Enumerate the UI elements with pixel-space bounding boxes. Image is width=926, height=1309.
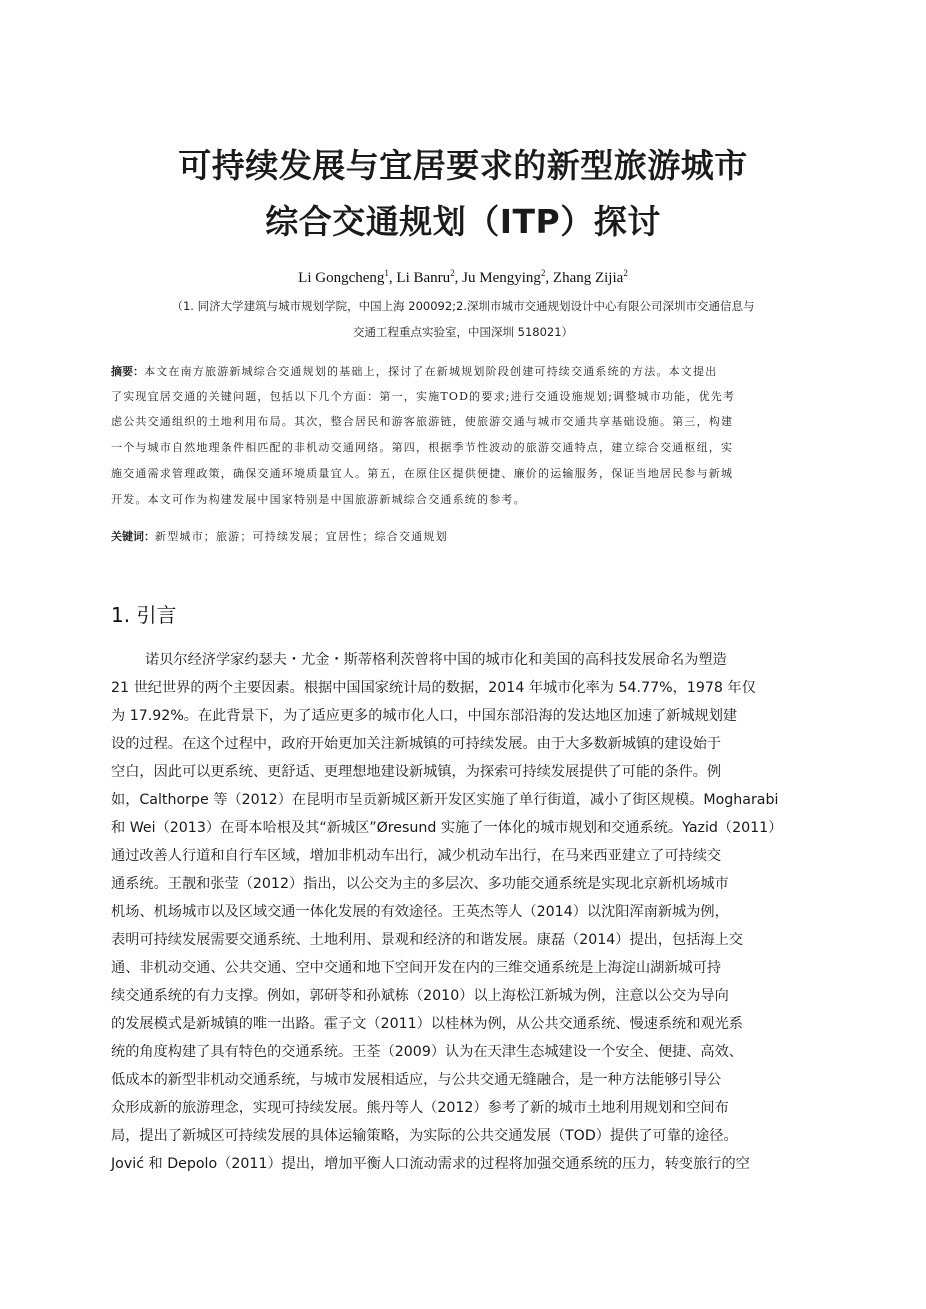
keywords-line	[111, 528, 817, 546]
abstract-text: 本文在南方旅游新城综合交通规划的基础上，探讨了在新城规划阶段创建可持续交通系统的方法。本文提出	[144, 365, 718, 378]
abstract-line: 了实现宜居交通的关键问题，包括以下几个方面：第一，实施TOD的要求;进行交通设施规划;调整城市功能，优先考	[111, 390, 736, 403]
body-line: 设的过程。在这个过程中，政府开始更加关注新城镇的可持续发展。由于大多数新城镇的建设始于	[111, 736, 722, 752]
abstract-line: 一个与城市自然地理条件相匹配的非机动交通网络。第四，根据季节性波动的旅游交通特点，建立综合交通枢纽，实	[111, 441, 734, 454]
abstract-line	[111, 363, 817, 381]
body-line: 21 世纪世界的两个主要因素。根据中国国家统计局的数据，2014 年城市化率为 54.77%，1978 年仅	[111, 680, 756, 696]
body-line: 低成本的新型非机动交通系统，与城市发展相适应，与公共交通无缝融合，是一种方法能够引导公	[111, 1072, 722, 1088]
affiliation-line-2: 交通工程重点实验室，中国深圳 518021）	[352, 325, 574, 339]
section-heading: 1. 引言	[111, 603, 177, 627]
body-line: 和 Wei（2013）在哥本哈根及其“新城区”Øresund 实施了一体化的城市规划和交通系统。Yazid（2011）	[111, 820, 783, 836]
author-name: Li Gongcheng	[298, 270, 385, 286]
title-line-1: 可持续发展与宜居要求的新型旅游城市	[178, 146, 748, 185]
body-line: 通过改善人行道和自行车区域，增加非机动车出行，减少机动车出行，在马来西亚建立了可持续交	[111, 848, 722, 864]
keywords-text: 新型城市；旅游；可持续发展；宜居性；综合交通规划	[155, 530, 448, 543]
title-line-2: 综合交通规划（ITP）探讨	[265, 202, 661, 241]
body-line: 统的角度构建了具有特色的交通系统。王荃（2009）认为在天津生态城建设一个安全、便捷、高效、	[111, 1044, 743, 1060]
body-line: 局，提出了新城区可持续发展的具体运输策略，为实际的公共交通发展（TOD）提供了可靠的途径。	[111, 1128, 738, 1144]
body-line: 众形成新的旅游理念，实现可持续发展。熊丹等人（2012）参考了新的城市土地利用规划和空间布	[111, 1100, 729, 1116]
author-name: Li Banru	[396, 270, 451, 286]
author-separator: ,	[388, 270, 397, 286]
author-affiliation-mark: 2	[540, 268, 546, 278]
abstract-label: 摘要：	[111, 365, 144, 378]
body-line: 通、非机动交通、公共交通、空中交通和地下空间开发在内的三维交通系统是上海淀山湖新城可持	[111, 960, 722, 976]
body-line: 的发展模式是新城镇的唯一出路。霍子文（2011）以桂林为例，从公共交通系统、慢速系统和观光系	[111, 1016, 743, 1032]
affiliation-line-1: （1. 同济大学建筑与城市规划学院，中国上海 200092;2.深圳市城市交通规划设计中心有限公司深圳市交通信息与	[171, 299, 755, 313]
author-affiliation-mark: 2	[450, 268, 455, 278]
author-name: Zhang Zijia	[552, 270, 624, 286]
body-line: Jović 和 Depolo（2011）提出，增加平衡人口流动需求的过程将加强交通系统的压力，转变旅行的空	[111, 1156, 750, 1172]
body-line: 空白，因此可以更系统、更舒适、更理想地建设新城镇，为探索可持续发展提供了可能的条件。例	[111, 764, 722, 780]
body-line: 机场、机场城市以及区域交通一体化发展的有效途径。王英杰等人（2014）以沈阳浑南新城为例，	[111, 904, 729, 920]
author-affiliation-mark: 2	[623, 268, 628, 278]
author-affiliation-mark: 1	[384, 268, 389, 278]
author-separator: ,	[545, 270, 553, 286]
abstract-line: 开发。本文可作为构建发展中国家特别是中国旅游新城综合交通系统的参考。	[111, 493, 526, 506]
author-separator: ,	[454, 270, 463, 286]
author-name: Ju Mengying	[462, 270, 541, 286]
author-list	[0, 268, 926, 288]
body-line: 如，Calthorpe 等（2012）在昆明市呈贡新城区新开发区实施了单行街道，减小了街区规模。Mogharabi	[111, 792, 779, 808]
abstract-line: 虑公共交通组织的土地利用布局。其次，整合居民和游客旅游链，使旅游交通与城市交通共享基础设施。第三，构建	[111, 415, 734, 428]
abstract-line: 施交通需求管理政策，确保交通环境质量宜人。第五，在原住区提供便捷、廉价的运输服务，保证当地居民参与新城	[111, 467, 734, 480]
body-line: 通系统。王靓和张莹（2012）指出，以公交为主的多层次、多功能交通系统是实现北京新机场城市	[111, 876, 729, 892]
body-line: 诺贝尔经济学家约瑟夫・尤金・斯蒂格利茨曾将中国的城市化和美国的高科技发展命名为塑造	[145, 652, 727, 668]
keywords-label: 关键词：	[111, 530, 155, 543]
body-line: 表明可持续发展需要交通系统、土地利用、景观和经济的和谐发展。康磊（2014）提出，包括海上交	[111, 932, 743, 948]
body-line: 续交通系统的有力支撑。例如，郭研苓和孙斌栋（2010）以上海松江新城为例，注意以公交为导向	[111, 988, 729, 1004]
body-line: 为 17.92%。在此背景下，为了适应更多的城市化人口，中国东部沿海的发达地区加速了新城规划建	[111, 708, 738, 724]
